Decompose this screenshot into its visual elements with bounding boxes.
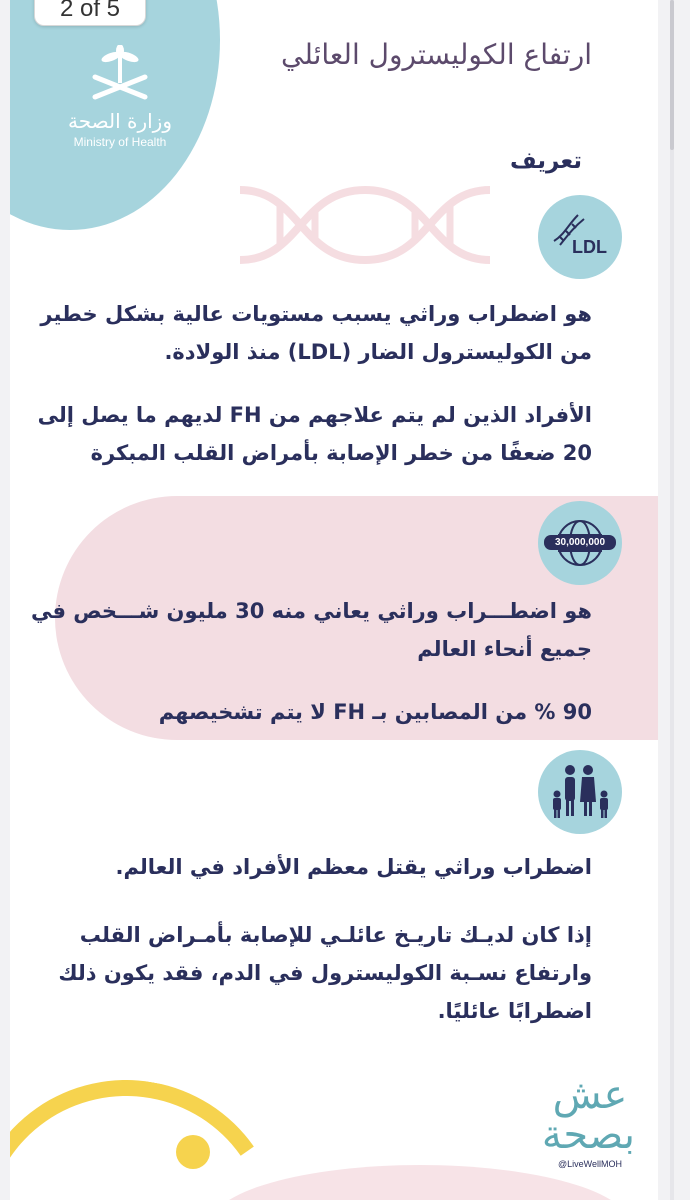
globe-count-label: 30,000,000 [554, 537, 606, 548]
scrollbar-thumb[interactable] [670, 0, 674, 150]
logo-arabic-text: وزارة الصحة [68, 109, 172, 133]
p4-line: 90 % من المصابين بـ FH لا يتم تشخيصهم [158, 700, 592, 724]
p2-line1: الأفراد الذين لم يتم علاجهم من FH لديهم ما يصل إلى [37, 403, 592, 427]
p6-line2: وارتفاع نسـبة الكوليسترول في الدم، فقد يكون ذلك [58, 961, 592, 985]
ldl-label: LDL [572, 237, 607, 257]
family-icon [538, 750, 622, 834]
paragraph-family-history [58, 916, 592, 1030]
globe-icon [538, 501, 622, 585]
section-label: تعريف [510, 148, 582, 174]
ldl-icon [538, 195, 622, 279]
livewell-handle: @LiveWellMOH [558, 1159, 622, 1169]
palm-swords-icon [75, 45, 165, 107]
paragraph-risk [38, 396, 592, 472]
decor-yellow-arc [10, 1055, 307, 1200]
p2-line2: 20 ضعفًا من خطر الإصابة بأمراض القلب المبكرة [90, 441, 592, 465]
p3-line1: هو اضطـــراب وراثي يعاني منه 30 مليون شـــخص في [30, 599, 592, 623]
p5-line: اضطراب وراثي يقتل معظم الأفراد في العالم. [115, 855, 592, 879]
paragraph-prevalence [31, 592, 592, 668]
page-title: ارتفاع الكوليسترول العائلي [280, 38, 592, 71]
p3-line2: جميع أنحاء العالم [417, 637, 592, 661]
infographic-page [10, 0, 658, 1200]
page-indicator: 2 of 5 [34, 0, 146, 26]
dna-background-icon [240, 180, 490, 270]
logo-english-text: Ministry of Health [73, 135, 167, 149]
paragraph-definition [40, 295, 592, 371]
paragraph-lethal [115, 848, 592, 886]
p6-line1: إذا كان لديـك تاريـخ عائلـي للإصابة بأمـراض القلب [79, 923, 592, 947]
paragraph-undiagnosed [159, 693, 592, 731]
decor-yellow-dot [176, 1135, 210, 1169]
livewell-logo [541, 1072, 635, 1169]
scrollbar-track[interactable] [670, 0, 674, 1200]
livewell-arabic-text: عش بصحة [541, 1072, 635, 1158]
p1-line1: هو اضطراب وراثي يسبب مستويات عالية بشكل خطير [40, 302, 592, 326]
p6-line3: اضطرابًا عائليًا. [437, 999, 592, 1023]
p1-line2: من الكوليسترول الضار (LDL) منذ الولادة. [164, 340, 592, 364]
moh-logo [50, 45, 190, 165]
